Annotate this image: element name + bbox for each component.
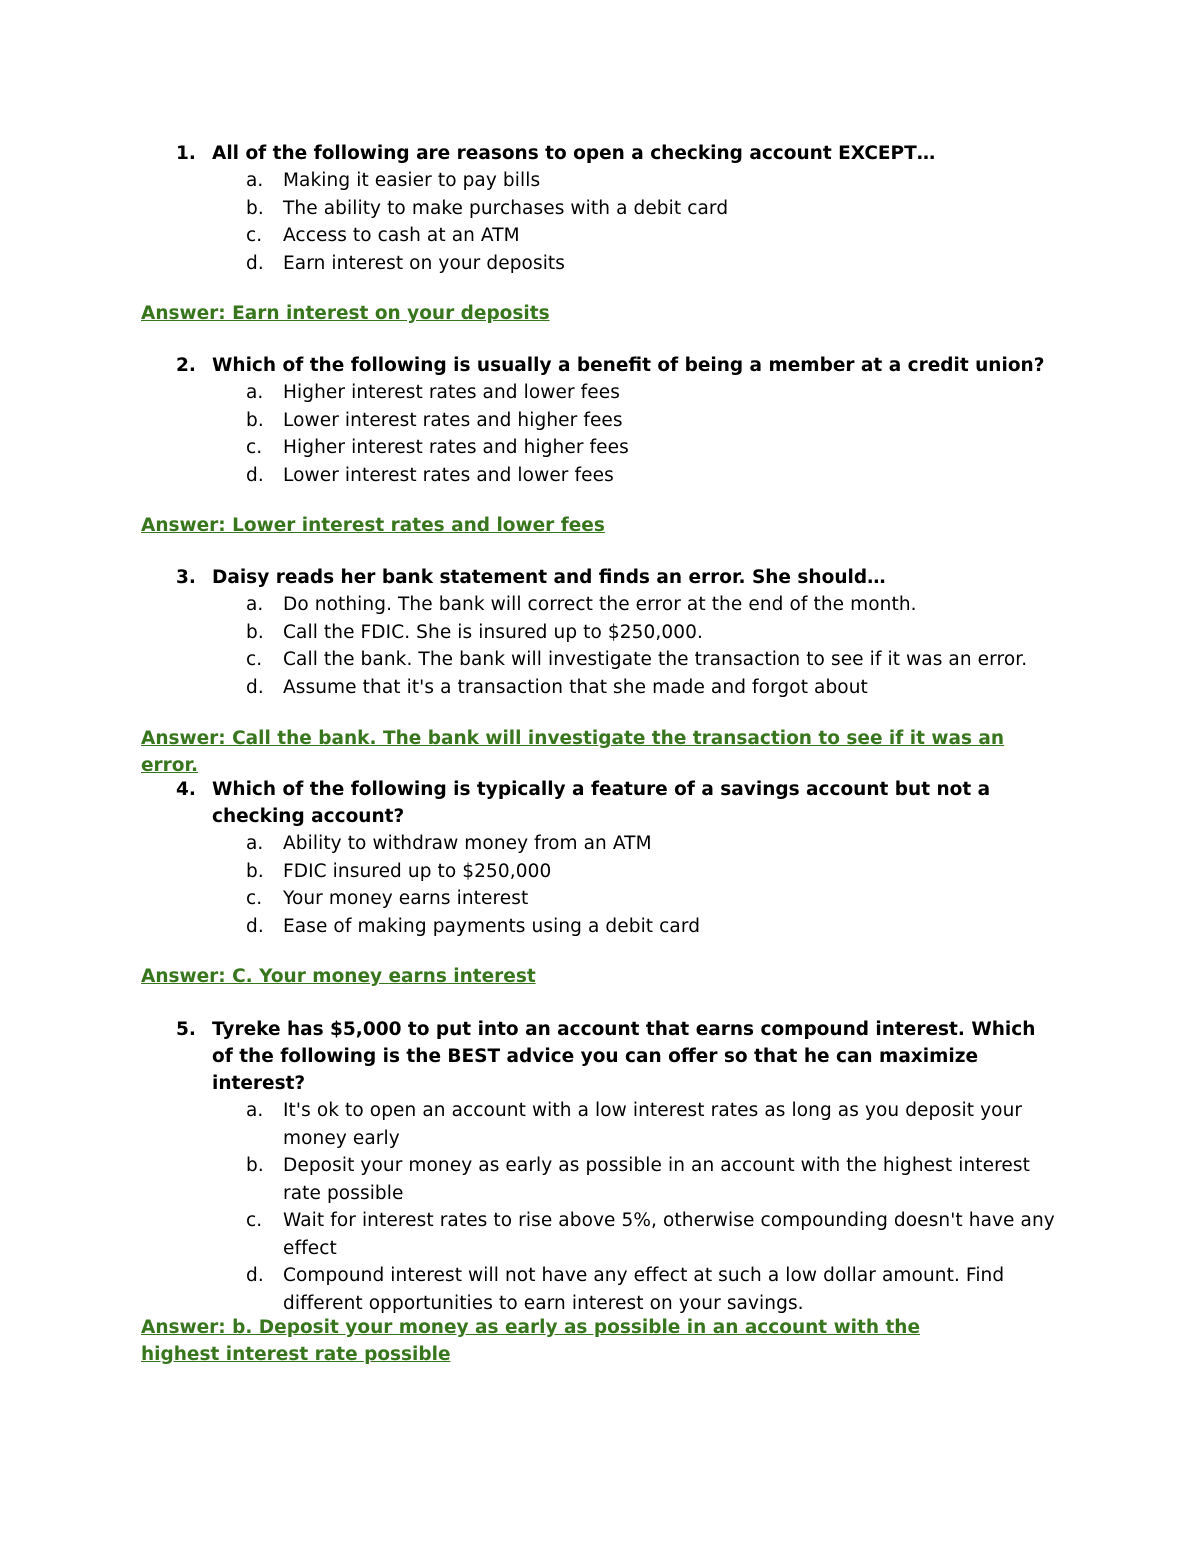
- question-number: 2.: [176, 355, 196, 376]
- option-letter: a.: [246, 833, 264, 854]
- option-letter: a.: [246, 1100, 264, 1121]
- option-text: Access to cash at an ATM: [283, 225, 520, 246]
- question-2-heading: [176, 352, 1076, 379]
- option-text: Your money earns interest: [283, 888, 529, 909]
- option-text: FDIC insured up to $250,000: [283, 860, 552, 882]
- option-d: [176, 250, 1076, 278]
- option-c: [176, 646, 1076, 674]
- option-letter: d.: [246, 1265, 264, 1286]
- question-number: 4.: [176, 779, 196, 800]
- option-text: Ability to withdraw money from an ATM: [283, 833, 652, 854]
- question-number: 5.: [176, 1019, 196, 1040]
- question-text: Daisy reads her bank statement and finds an error. She should…: [212, 567, 886, 588]
- option-text: Wait for interest rates to rise above 5%, otherwise compounding doesn't have any effect: [283, 1210, 1055, 1259]
- question-1: [176, 140, 1076, 277]
- question-3-heading: [176, 564, 1076, 591]
- option-letter: a.: [246, 382, 264, 403]
- option-letter: b.: [246, 409, 264, 431]
- question-text: Which of the following is usually a benefit of being a member at a credit union?: [212, 355, 1045, 376]
- option-b: [176, 858, 1076, 886]
- option-list: [176, 1097, 1076, 1317]
- option-letter: c.: [246, 1210, 263, 1231]
- option-text: Higher interest rates and higher fees: [283, 437, 629, 458]
- option-list: [176, 379, 1076, 489]
- option-b: [176, 1152, 1076, 1207]
- option-text: Do nothing. The bank will correct the error at the end of the month.: [283, 594, 917, 615]
- option-text: Assume that it's a transaction that she made and forgot about: [283, 676, 868, 698]
- option-a: [176, 379, 1076, 407]
- option-letter: d.: [246, 464, 264, 486]
- option-letter: d.: [246, 915, 264, 937]
- question-1-heading: [176, 140, 1076, 167]
- answer-3: Answer: Call the bank. The bank will investigate the transaction to see if it was an error.: [141, 728, 1005, 776]
- option-text: Higher interest rates and lower fees: [283, 382, 620, 403]
- option-letter: c.: [246, 888, 263, 909]
- question-5: [176, 1016, 1076, 1317]
- option-d: [176, 674, 1076, 702]
- option-b: [176, 195, 1076, 223]
- question-3: [176, 564, 1076, 701]
- option-text: Deposit your money as early as possible in an account with the highest interest rate possible: [283, 1155, 1030, 1204]
- option-letter: b.: [246, 197, 264, 219]
- option-letter: a.: [246, 170, 264, 191]
- option-a: [176, 591, 1076, 619]
- option-c: [176, 434, 1076, 462]
- answer-4: Answer: C. Your money earns interest: [141, 966, 536, 987]
- option-letter: b.: [246, 1155, 264, 1176]
- option-c: [176, 1207, 1076, 1262]
- option-c: [176, 222, 1076, 250]
- question-text: Tyreke has $5,000 to put into an account that earns compound interest. Which of the following is the BEST advice you can offer so that he can maximize interest?: [212, 1019, 1036, 1094]
- option-b: [176, 407, 1076, 435]
- option-letter: b.: [246, 860, 264, 882]
- option-a: [176, 1097, 1076, 1152]
- option-letter: c.: [246, 437, 263, 458]
- option-letter: d.: [246, 676, 264, 698]
- option-text: Earn interest on your deposits: [283, 252, 566, 274]
- option-d: [176, 1262, 1076, 1317]
- option-d: [176, 462, 1076, 490]
- question-5-heading: [176, 1016, 1076, 1097]
- option-letter: b.: [246, 621, 264, 643]
- option-text: Making it easier to pay bills: [283, 170, 541, 191]
- option-text: It's ok to open an account with a low interest rates as long as you deposit your money early: [283, 1100, 1023, 1149]
- question-4-heading: [176, 776, 1076, 830]
- answer-2: Answer: Lower interest rates and lower fees: [141, 515, 605, 536]
- option-text: Lower interest rates and lower fees: [283, 464, 614, 486]
- option-text: The ability to make purchases with a debit card: [283, 197, 729, 219]
- option-letter: c.: [246, 649, 263, 670]
- option-list: [176, 167, 1076, 277]
- option-b: [176, 619, 1076, 647]
- answer-1: Answer: Earn interest on your deposits: [141, 303, 550, 324]
- option-letter: d.: [246, 252, 264, 274]
- question-number: 1.: [176, 143, 196, 164]
- option-a: [176, 830, 1076, 858]
- option-list: [176, 591, 1076, 701]
- question-number: 3.: [176, 567, 196, 588]
- question-text: All of the following are reasons to open a checking account EXCEPT…: [212, 143, 936, 164]
- option-d: [176, 913, 1076, 941]
- option-text: Lower interest rates and higher fees: [283, 409, 623, 431]
- question-4: [176, 776, 1076, 940]
- question-text: Which of the following is typically a feature of a savings account but not a checking account?: [212, 779, 991, 827]
- option-text: Call the FDIC. She is insured up to $250,000.: [283, 621, 703, 643]
- option-letter: c.: [246, 225, 263, 246]
- option-text: Call the bank. The bank will investigate the transaction to see if it was an error.: [283, 649, 1028, 670]
- option-a: [176, 167, 1076, 195]
- option-letter: a.: [246, 594, 264, 615]
- option-list: [176, 830, 1076, 940]
- option-text: Ease of making payments using a debit card: [283, 915, 701, 937]
- option-text: Compound interest will not have any effect at such a low dollar amount. Find different opportunities to earn interest on your savings.: [283, 1265, 1005, 1314]
- option-c: [176, 885, 1076, 913]
- question-2: [176, 352, 1076, 489]
- answer-5: Answer: b. Deposit your money as early as possible in an account with the highest interest rate possible: [141, 1317, 921, 1365]
